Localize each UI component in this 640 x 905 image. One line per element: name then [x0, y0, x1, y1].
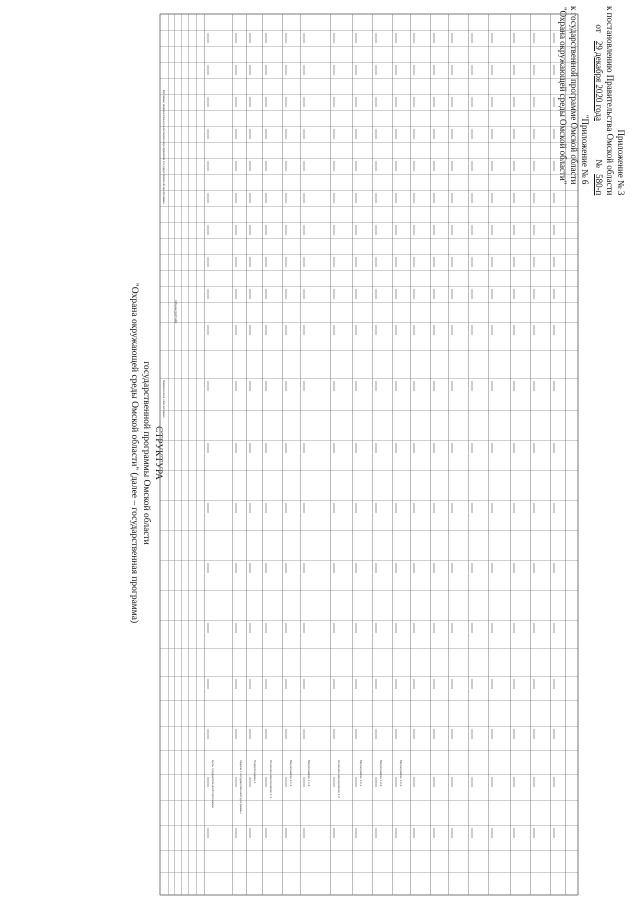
table-row-label: Основное мероприятие 1.2 [337, 760, 341, 798]
title-sub: государственной программы Омской области [141, 361, 151, 545]
table-row-label: Мероприятие 1.2.2 [379, 760, 383, 787]
appendix-label: Приложение № 3 [616, 129, 626, 196]
table-row-label: Мероприятие 1.1.2 [307, 760, 311, 787]
table-row-label: Основное мероприятие 1.1 [269, 760, 273, 798]
table-row-label: Цель государственной программы [211, 760, 215, 808]
table-row-label: Мероприятие 1.1.1 [289, 760, 293, 787]
table-row-label: Подпрограмма 1 [253, 760, 257, 784]
resolution-number: 580-п [594, 174, 604, 196]
resolution-line: к постановлению Правительства Омской области [605, 6, 615, 196]
table-row-label: Задача 1 государственной программы [239, 760, 243, 814]
table-row-label: Мероприятие 1.2.3 [399, 760, 403, 787]
appendix6-line1: к государственной программе Омской области [569, 6, 579, 185]
years-header: Объем (рублей) [174, 300, 178, 324]
title-program: "Охрана окружающей среды Омской области" (далее – государственная программа) [129, 282, 139, 624]
title-main: СТРУКТУРА [153, 426, 163, 480]
resolution-date-line: от 29 декабря 2020 года № 580-п [594, 24, 604, 196]
resolution-date: 29 декабря 2020 года [594, 40, 604, 121]
table-row-label: Мероприятие 1.2.1 [359, 760, 363, 787]
appendix6-title: "Приложение № 6 [580, 114, 590, 185]
appendix6-line2: "Охрана окружающей среды Омской области" [558, 6, 568, 185]
indicators-header: Целевые индикаторы реализации мероприятия государственной программы [162, 90, 166, 204]
finance-header: Финансовое обеспечение [162, 380, 166, 418]
